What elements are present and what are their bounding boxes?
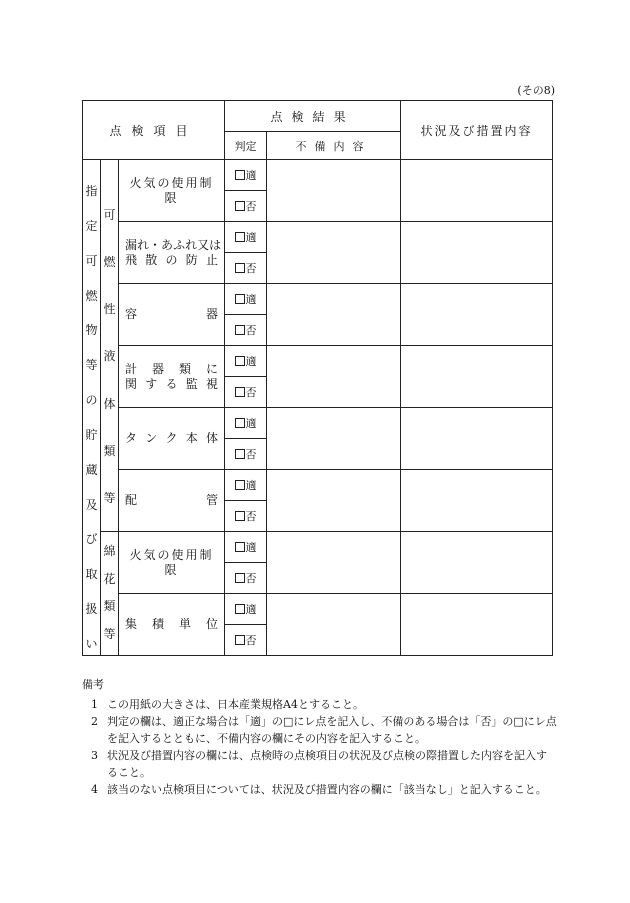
inspection-item <box>119 284 225 346</box>
defect-content-cell[interactable] <box>267 408 401 470</box>
inspection-item-line <box>125 253 218 268</box>
item-char: 体 <box>205 431 218 445</box>
item-char: 又 <box>197 237 210 252</box>
status-measures-cell[interactable] <box>401 346 553 408</box>
outer-category-label-char: び <box>85 532 98 547</box>
judge-ok-cell[interactable] <box>225 346 267 377</box>
item-char: 防 <box>185 252 198 267</box>
status-measures-cell[interactable] <box>401 594 553 656</box>
outer-category-label-char: 燃 <box>85 288 98 303</box>
note-number: 1 <box>91 698 98 711</box>
outer-category-cell <box>83 160 101 656</box>
status-measures-cell[interactable] <box>401 470 553 532</box>
note-item <box>82 747 557 781</box>
judge-ok-cell[interactable] <box>225 222 267 253</box>
status-measures-cell[interactable] <box>401 532 553 594</box>
category-label-char: 等 <box>103 490 116 505</box>
category-label-char: 等 <box>103 626 116 641</box>
item-char: 監 <box>185 376 198 391</box>
item-char: タ <box>125 431 138 445</box>
outer-category-label-char: 取 <box>85 567 98 582</box>
checkbox-icon[interactable] <box>235 635 245 645</box>
category-label-char: 液 <box>103 349 116 364</box>
item-char: ン <box>145 431 158 445</box>
table-row <box>83 470 553 501</box>
checkbox-icon[interactable] <box>235 294 245 304</box>
checkbox-icon[interactable] <box>235 480 245 490</box>
category-cell <box>101 532 119 656</box>
outer-category-label-char: 等 <box>85 358 98 373</box>
judge-ng-cell-label: 否 <box>245 262 257 275</box>
judge-ng-cell-label: 否 <box>245 448 257 461</box>
outer-category-label-char: 物 <box>85 323 98 338</box>
inspection-item <box>119 532 225 594</box>
judge-ok-cell-label: 適 <box>245 603 257 616</box>
judge-ng-cell-label: 否 <box>245 572 257 585</box>
category-cell <box>101 160 119 532</box>
note-item <box>82 713 557 747</box>
header-defect-content: 不備内容 <box>267 132 401 160</box>
note-item <box>82 781 557 798</box>
category-label-char: 花 <box>103 571 116 586</box>
notes-title: 備考 <box>82 678 104 691</box>
checkbox-icon[interactable] <box>235 542 245 552</box>
note-number: 4 <box>91 783 98 796</box>
judge-ng-cell[interactable] <box>225 625 267 656</box>
defect-content-cell[interactable] <box>267 346 401 408</box>
header-judgement: 判定 <box>225 132 267 160</box>
item-char: 器 <box>151 361 164 376</box>
judge-ok-cell[interactable] <box>225 532 267 563</box>
judge-ng-cell-label: 否 <box>245 386 257 399</box>
note-item <box>82 696 557 713</box>
checkbox-icon[interactable] <box>235 604 245 614</box>
outer-category-label-char: 指 <box>85 184 98 198</box>
checkbox-icon[interactable] <box>235 232 245 242</box>
item-char: ふ <box>173 237 186 252</box>
category-label-char: 類 <box>103 599 116 614</box>
item-char: る <box>165 376 178 391</box>
item-char: に <box>205 361 218 376</box>
item-char: 散 <box>145 252 158 267</box>
status-measures-cell[interactable] <box>401 284 553 346</box>
item-char: 類 <box>178 361 191 376</box>
defect-content-cell[interactable] <box>267 222 401 284</box>
header-inspection-result: 点検結果 <box>225 101 401 132</box>
judge-ng-cell[interactable] <box>225 377 267 408</box>
judge-ok-cell-label: 適 <box>245 479 257 492</box>
inspection-item <box>119 346 225 408</box>
item-char: ク <box>165 431 178 445</box>
page-number: (その8) <box>517 84 555 97</box>
status-measures-cell[interactable] <box>401 160 553 222</box>
inspection-table <box>82 100 553 656</box>
table-row <box>83 160 553 191</box>
judge-ng-cell[interactable] <box>225 563 267 594</box>
judge-ok-cell-label: 適 <box>245 355 257 368</box>
judge-ng-cell-label: 否 <box>245 510 257 523</box>
table-row <box>83 284 553 315</box>
category-label-char: 類 <box>103 443 116 458</box>
judge-ok-cell[interactable] <box>225 160 267 191</box>
item-char: 関 <box>125 376 138 391</box>
checkbox-icon[interactable] <box>235 418 245 428</box>
item-char: 管 <box>205 493 218 507</box>
checkbox-icon[interactable] <box>235 573 245 583</box>
inspection-item-line: 火気の使用制限 <box>129 547 214 577</box>
checkbox-icon[interactable] <box>235 170 245 180</box>
item-char: は <box>209 237 222 252</box>
outer-category-label-char: 蔵 <box>85 462 98 477</box>
judge-ng-cell-label: 否 <box>245 634 257 647</box>
note-text: この用紙の大きさは、日本産業規格A4とすること。 <box>107 698 364 711</box>
inspection-item-line <box>125 307 218 322</box>
judge-ng-cell[interactable] <box>225 501 267 532</box>
category-label-char: 可 <box>103 208 116 222</box>
category-label <box>101 160 118 506</box>
defect-content-cell[interactable] <box>267 594 401 656</box>
outer-category-label-char: 定 <box>85 218 98 233</box>
outer-category-label-char: 及 <box>85 497 98 512</box>
item-char: 配 <box>125 493 138 507</box>
item-char: 本 <box>185 431 198 445</box>
item-char: 容 <box>125 307 138 321</box>
outer-category-label-char: 可 <box>85 253 98 268</box>
inspection-item <box>119 222 225 284</box>
item-char: 器 <box>205 307 218 321</box>
table-row <box>83 222 553 253</box>
checkbox-icon[interactable] <box>235 201 245 211</box>
note-number: 2 <box>91 715 98 728</box>
item-char: 計 <box>125 361 138 376</box>
checkbox-icon[interactable] <box>235 387 245 397</box>
inspection-item-line <box>125 362 218 377</box>
checkbox-icon[interactable] <box>235 449 245 459</box>
outer-category-label-char: の <box>85 393 98 408</box>
table-row <box>83 408 553 439</box>
inspection-item-line <box>125 617 218 632</box>
category-label-char: 体 <box>103 396 116 411</box>
outer-category-label <box>83 160 100 652</box>
checkbox-icon[interactable] <box>235 325 245 335</box>
item-char: 位 <box>205 617 218 631</box>
checkbox-icon[interactable] <box>235 263 245 273</box>
item-char: 積 <box>151 617 164 631</box>
note-text: 状況及び措置内容の欄には、点検時の点検項目の状況及び点検の際措置した内容を記入すること。 <box>107 749 547 779</box>
inspection-item <box>119 408 225 470</box>
judge-ng-cell[interactable] <box>225 253 267 284</box>
category-label <box>101 532 118 642</box>
outer-category-label-char: 貯 <box>85 427 98 442</box>
checkbox-icon[interactable] <box>235 511 245 521</box>
item-char: 視 <box>205 376 218 391</box>
item-char: 漏 <box>125 237 138 252</box>
judge-ok-cell-label: 適 <box>245 293 257 306</box>
category-label-char: 性 <box>103 302 116 317</box>
category-label-char: 綿 <box>103 544 116 558</box>
category-label-char: 燃 <box>103 255 116 270</box>
note-number: 3 <box>91 749 98 762</box>
table-row <box>83 532 553 563</box>
judge-ng-cell[interactable] <box>225 315 267 346</box>
outer-category-label-char: い <box>85 636 98 651</box>
judge-ok-cell[interactable] <box>225 470 267 501</box>
judge-ok-cell-label: 適 <box>245 231 257 244</box>
inspection-item-line <box>125 493 218 508</box>
header-inspection-item: 点検項目 <box>83 101 225 160</box>
item-char: ・ <box>149 237 162 252</box>
defect-content-cell[interactable] <box>267 160 401 222</box>
item-char: あ <box>161 237 174 252</box>
judge-ng-cell-label: 否 <box>245 324 257 337</box>
inspection-item-line: 火気の使用制限 <box>129 175 214 205</box>
judge-ok-cell[interactable] <box>225 284 267 315</box>
status-measures-cell[interactable] <box>401 222 553 284</box>
item-char: れ <box>185 237 198 252</box>
inspection-item <box>119 160 225 222</box>
judge-ng-cell[interactable] <box>225 439 267 470</box>
table-row <box>83 346 553 377</box>
judge-ng-cell-label: 否 <box>245 200 257 213</box>
item-char: 飛 <box>125 252 138 267</box>
defect-content-cell[interactable] <box>267 532 401 594</box>
inspection-item-line <box>125 431 218 446</box>
defect-content-cell[interactable] <box>267 284 401 346</box>
judge-ok-cell-label: 適 <box>245 417 257 430</box>
notes-section <box>82 676 557 798</box>
inspection-item-line <box>125 237 222 253</box>
table-row <box>83 594 553 625</box>
judge-ng-cell[interactable] <box>225 191 267 222</box>
checkbox-icon[interactable] <box>235 356 245 366</box>
item-char: す <box>145 376 158 391</box>
status-measures-cell[interactable] <box>401 408 553 470</box>
judge-ok-cell-label: 適 <box>245 541 257 554</box>
judge-ok-cell-label: 適 <box>245 169 257 182</box>
judge-ok-cell[interactable] <box>225 408 267 439</box>
note-text: 該当のない点検項目については、状況及び措置内容の欄に「該当なし」と記入すること。 <box>107 783 547 796</box>
item-char: 単 <box>178 617 191 631</box>
defect-content-cell[interactable] <box>267 470 401 532</box>
item-char: 集 <box>125 617 138 631</box>
inspection-item-line <box>125 377 218 392</box>
inspection-item <box>119 594 225 656</box>
header-status-measures: 状況及び措置内容 <box>401 101 553 160</box>
item-char: 止 <box>205 252 218 267</box>
item-char: の <box>165 252 178 267</box>
judge-ok-cell[interactable] <box>225 594 267 625</box>
inspection-item <box>119 470 225 532</box>
outer-category-label-char: 扱 <box>85 602 98 617</box>
item-char: れ <box>137 237 150 252</box>
note-text: 判定の欄は、適正な場合は「適」の□にレ点を記入し、不備のある場合は「否」の□にレ点を記入するとともに、不備内容の欄にその内容を記入すること。 <box>107 715 557 745</box>
